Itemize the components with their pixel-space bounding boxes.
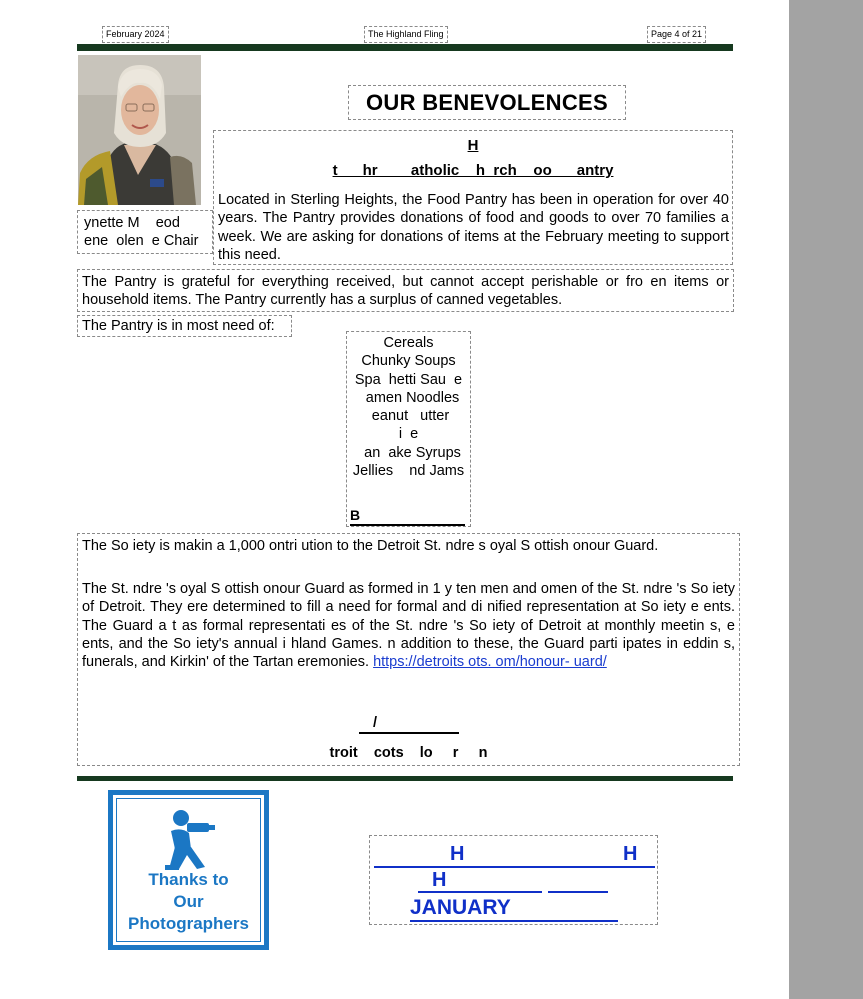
chair-role: ene olen e Chair [84,233,199,249]
list-item: amen Noodles [357,389,460,406]
pantry-intro-box [213,130,733,265]
events-month[interactable]: JANUARY [410,895,618,922]
honour-guard-link[interactable]: https://detroits ots. om/honour- uard/ [373,654,607,671]
list-item: Cereals [383,335,434,351]
society-slash-line: / [359,714,459,734]
thanks-photographers-badge[interactable] [108,790,269,950]
chair-name: ynette M eod [84,215,180,231]
badge-text [113,869,264,935]
pantry-need-intro: The Pantry is in most need of: [77,315,292,337]
events-h-right: H [623,843,638,865]
pantry-needs-list [346,331,471,527]
badge-line2: Our [173,892,204,911]
footer-rule [77,776,733,781]
list-item: Spa hetti Sau e [354,371,463,388]
header-rule [77,44,733,51]
portrait-illustration [78,55,201,205]
list-item: Jellies nd Jams [352,463,465,480]
society-signature: troit cots lo r n [329,745,488,761]
events-h-mid: H [432,869,447,891]
list-item: Chunky Soups [361,353,456,370]
photographer-icon [161,809,221,871]
header-newsletter-name: The Highland Fling [364,26,448,43]
list-item: an ake Syrups [356,444,461,461]
events-row1 [374,842,655,868]
list-b-line: B [350,506,465,526]
events-h-left: H [450,843,465,865]
pantry-grateful-text: The Pantry is grateful for everything received, but cannot accept perishable or fro en items or household items. The Pantry currently has a surplus of canned vegetables. [77,269,734,312]
society-contribution-text: The So iety is makin a 1,000 ontri ution to the Detroit St. ndre s oyal S ottish onour Guard. [82,538,659,554]
list-item: eanut utter [367,408,450,425]
society-guard-text [82,580,735,671]
guard-description: The St. ndre 's oyal S ottish onour Guard as formed in 1 y ten men and omen of the St. ndre 's So iety of Detroit. They ere determined to fill a need for formal and di nified representation at So iety e ents. The Guard a t as formal representati es of the St. ndre 's So iety of Detroit at monthly meetin s, e ents, and the So iety's annual i hland Games. n addition to these, the Guard parti ipates in eddin s, funerals, and Kirkin' of the Tartan eremonies. [82,581,735,671]
badge-line1: Thanks to [148,870,229,889]
january-events-box[interactable] [369,835,658,925]
header-date: February 2024 [102,26,169,43]
pantry-heading-line2: t hr atholic h rch oo antry [332,162,614,179]
st-andrews-society-box [77,533,740,766]
events-row2-left [418,869,542,893]
events-row2-right [548,869,608,893]
header-page-number: Page 4 of 21 [647,26,706,43]
pantry-heading-line1: H [467,137,479,154]
page-title: OUR BENEVOLENCES [348,85,626,120]
list-item: i e [398,426,419,443]
chair-portrait-photo [78,55,201,205]
badge-line3: Photographers [128,914,249,933]
viewer-side-panel [789,0,863,999]
chair-caption [77,210,213,254]
pantry-intro-text: Located in Sterling Heights, the Food Pantry has been in operation for over 40 years. The Pantry provides donations of food and goods to over 70 families a week. We are asking for donations of items at the February meeting to support this need. [218,192,729,263]
